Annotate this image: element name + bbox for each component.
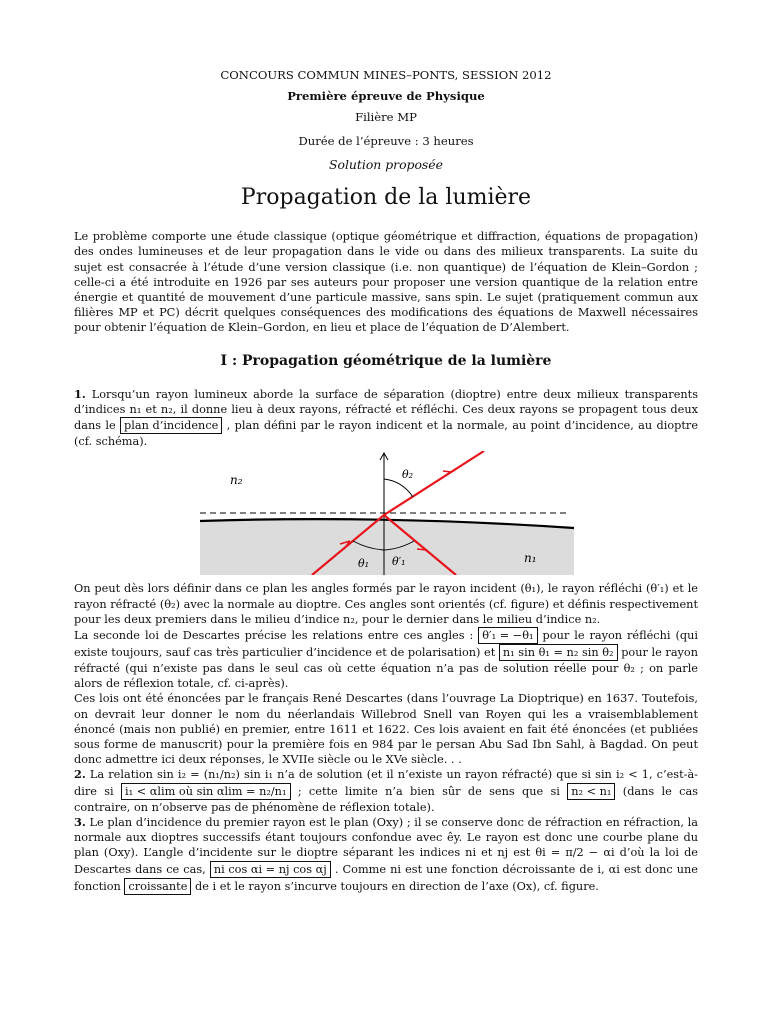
page-title: Propagation de la lumière <box>240 185 532 211</box>
section-heading: I : Propagation géométrique de la lumière <box>220 352 552 369</box>
question-number: 3. <box>74 814 86 829</box>
descartes-text-a: La seconde loi de Descartes précise les relations entre ces angles : <box>74 629 474 643</box>
q2-text-b: ; cette limite n’a bien sûr de sens que si <box>297 784 560 798</box>
intro-paragraph: Le problème comporte une étude classique (optique géométrique et diffraction, équations de propagation) des ondes lumineuses et de leur propagation dans le vide ou dans des milieux transparents. La suite du sujet est consacrée à l’étude d’une version classique (i.e. non quantique) de l’équation de Klein–Gordon ; celle-ci a été introduite en 1926 par ses auteurs pour proposer une version quantique de la relation entre énergie et quantité de mouvement d’une particule massive, sans spin. Le sujet (pratiquement commun aux filières MP et PC) décrit quelques conséquences des modifications des équations de Maxwell nécessaires pour obtenir l’équation de Klein–Gordon, en lieu et place de l’équation de D’Alembert. <box>74 230 698 335</box>
label-theta1-prime: θ′₁ <box>392 555 406 569</box>
descartes-paragraph <box>74 627 698 691</box>
q3-text-b: . Comme ni est une fonction décroissante de i, αi est donc une fonction <box>74 862 698 893</box>
q2-text-c: (dans le cas contraire, on n’observe pas de phénomène de réflexion totale). <box>74 784 698 814</box>
q1-text-b: , plan défini par le rayon indicent et la normale, au point d’incidence, au dioptre (cf. schéma). <box>74 419 699 449</box>
limit-angle-box: i₁ < αlim où sin αlim = n₂/n₁ <box>121 783 291 800</box>
index-condition-box: n₂ < n₁ <box>567 783 615 800</box>
duration: Durée de l’épreuve : 3 heures <box>298 133 474 148</box>
question-number: 2. <box>74 767 86 782</box>
descartes-text-c: pour le rayon réfracté (qui n’existe pas dans le seul cas où cette équation n’a pas de solution réelle pour θ₂ ; on parle alors de réflexion totale, cf. ci-après). <box>74 646 699 691</box>
track: Filière MP <box>355 110 417 125</box>
subtitle: Solution proposée <box>329 156 443 172</box>
history-paragraph: Ces lois ont été énoncées par le français René Descartes (dans l’ouvrage La Dioptrique) en 1637. Toutefois, on devrait leur donner le nom du néerlandais Willebrod Snell van Royen qui les a vraisemblablement énoncé (mais non publié) en premier, entre 1611 et 1622. Ces lois avaient en fait été énoncées (et publiées sous forme de manuscrit) pour la première fois en 984 par le persan Abu Sad Ibn Sahl, à Bagdad. On peut donc admettre ici deux réponses, le XVIIe siècle ou le XVe siècle. . . <box>74 692 698 767</box>
exam-name: Première épreuve de Physique <box>287 89 485 104</box>
question-1 <box>74 387 698 450</box>
reflection-law-box: θ′₁ = −θ₁ <box>478 627 537 644</box>
document-page <box>74 68 698 895</box>
q1-text-a: Lorsqu’un rayon lumineux aborde la surface de séparation (dioptre) entre deux milieux transparents d’indices n₁ et n₂, il donne lieu à deux rayons, réfracté et réfléchi. Ces deux rayons se propagent tous deux dans le <box>74 387 698 433</box>
refraction-figure <box>74 451 698 575</box>
contest-title: CONCOURS COMMUN MINES–PONTS, SESSION 2012 <box>220 68 552 82</box>
lower-medium-area <box>200 520 574 576</box>
refracted-arrow-icon <box>442 471 451 478</box>
q2-text-a: La relation sin i₂ = (n₁/n₂) sin i₁ n’a de solution (et il n’existe un rayon réfracté) que si sin i₂ < 1, c’est-à-dire si <box>74 768 698 798</box>
refraction-law-box: n₁ sin θ₁ = n₂ sin θ₂ <box>499 644 618 661</box>
answer-box: plan d’incidence <box>120 417 222 434</box>
theta2-arc <box>384 479 413 497</box>
diagram-svg <box>74 451 698 575</box>
croissante-box: croissante <box>124 878 191 895</box>
question-2 <box>74 767 698 814</box>
label-theta1: θ₁ <box>358 557 370 571</box>
refracted-ray <box>384 451 484 515</box>
label-n2: n₂ <box>230 473 243 488</box>
q3-text-a: Le plan d’incidence du premier rayon est le plan (Oxy) ; il se conserve donc de réfraction en réfraction, la normale aux dioptres successifs étant toujours confondue avec êy. Le rayon est donc une courbe plane du plan (Oxy). L’angle d’incidente sur le dioptre séparant les indices ni et nj est θi = π/2 − αi d’où la loi de Descartes dans ce cas, <box>74 815 699 876</box>
label-theta2: θ₂ <box>402 468 414 482</box>
question-3 <box>74 815 698 895</box>
q3-text-c: de i et le rayon s’incurve toujours en direction de l’axe (Ox), cf. figure. <box>195 879 599 893</box>
descartes-text-b: pour le rayon réfléchi (qui existe toujours, sauf cas très particulier d’incidence et de polarisation) et <box>74 629 698 660</box>
angles-paragraph: On peut dès lors définir dans ce plan les angles formés par le rayon incident (θ₁), le rayon réfléchi (θ′₁) et le rayon réfracté (θ₂) avec la normale au dioptre. Ces angles sont orientés (cf. figure) et définis respectivement pour les deux premiers dans le milieu d’indice n₂, pour le dernier dans le milieu d’indice n₂. <box>74 582 698 626</box>
question-number: 1. <box>74 386 86 401</box>
descartes-cos-box: ni cos αi = nj cos αj <box>210 861 331 878</box>
label-n1: n₁ <box>524 551 537 566</box>
